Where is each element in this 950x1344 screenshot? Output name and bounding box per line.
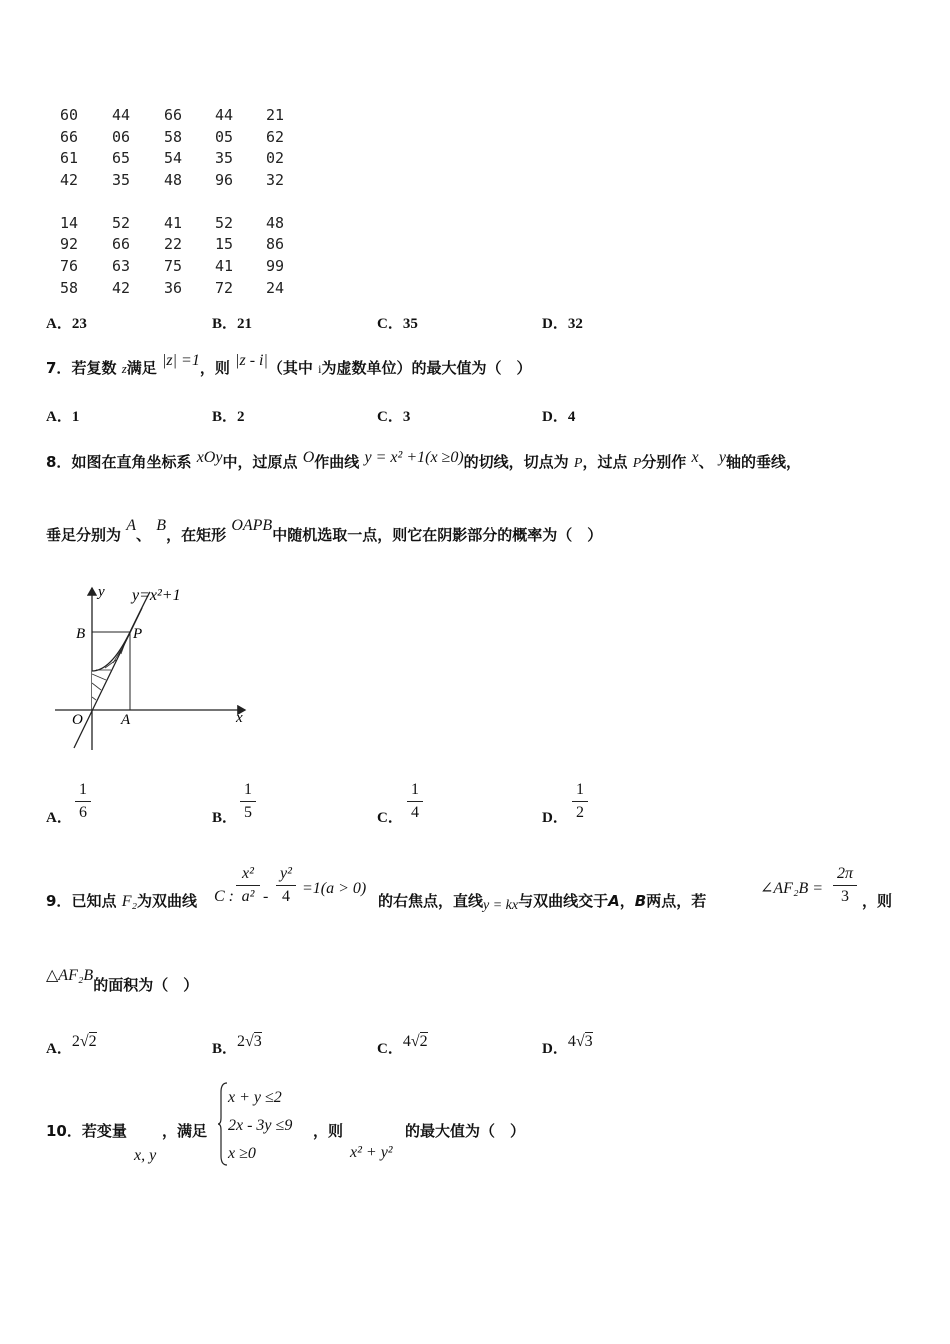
q8-option-a-letter[interactable]: A． xyxy=(46,810,72,826)
x-axis-label: x xyxy=(236,710,243,726)
q9-option-c[interactable]: C．4√2 xyxy=(377,1033,428,1057)
table-cell: 48 xyxy=(266,214,285,232)
hyperbola-frac-y: y² 4 xyxy=(276,865,296,906)
table-cell: 48 xyxy=(164,171,183,189)
table-cell: 42 xyxy=(60,171,79,189)
q8-option-b-fraction: 1 5 xyxy=(240,781,256,822)
table-cell: 14 xyxy=(60,214,79,232)
table-cell: 42 xyxy=(112,279,131,297)
question-8-stem-line1: 8．如图在直角坐标系 xOy中，过原点 O作曲线 y = x² +1(x ≥0)的切线，切点为 P，过点 P分别作 x、 y轴的垂线， xyxy=(46,449,802,471)
table-cell: 58 xyxy=(60,279,79,297)
hyperbola-label: C : xyxy=(214,888,234,905)
table-cell: 24 xyxy=(266,279,285,297)
table-cell: 54 xyxy=(164,149,183,167)
table-cell: 66 xyxy=(60,128,79,146)
q9-option-b[interactable]: B．2√3 xyxy=(212,1033,262,1057)
table-cell: 66 xyxy=(164,106,183,124)
constraint-2: 2x - 3y ≤9 xyxy=(228,1117,293,1134)
table-cell: 72 xyxy=(215,279,234,297)
point-p-label: P xyxy=(133,626,143,642)
system-brace xyxy=(218,1082,226,1166)
table-cell: 02 xyxy=(266,149,285,167)
question-9-stem-b: 的右焦点，直线y = kx与双曲线交于A，B两点，若 xyxy=(378,892,707,913)
table-cell: 05 xyxy=(215,128,234,146)
q9-option-a[interactable]: A．2√2 xyxy=(46,1033,97,1057)
table-cell: 75 xyxy=(164,257,183,275)
question-10-stem-a: 10．若变量 xyxy=(46,1122,127,1140)
table-cell: 22 xyxy=(164,235,183,253)
q8-option-c-letter[interactable]: C． xyxy=(377,810,403,826)
q7-option-c[interactable]: C．3 xyxy=(377,409,411,425)
question-9-stem-line2: △AF₂B的面积为（ ） xyxy=(46,967,199,994)
constraint-1: x + y ≤2 xyxy=(228,1089,282,1106)
angle-fraction: 2π 3 xyxy=(833,865,857,906)
question-9-stem-a: 9．已知点 F₂为双曲线 xyxy=(46,892,198,910)
point-b-label: B xyxy=(76,626,86,642)
table-cell: 60 xyxy=(60,106,79,124)
table-cell: 35 xyxy=(215,149,234,167)
angle-expr: ∠AF₂B = xyxy=(760,880,824,897)
target-expression: x² + y² xyxy=(350,1144,393,1161)
table-cell: 06 xyxy=(112,128,131,146)
question-8-stem-line2: 垂足分别为 A、 B，在矩形 OAPB中随机选取一点，则它在阴影部分的概率为（ ） xyxy=(46,517,603,544)
table-cell: 62 xyxy=(266,128,285,146)
q6-option-a[interactable]: A．23 xyxy=(46,316,87,332)
table-cell: 35 xyxy=(112,171,131,189)
y-axis-label: y xyxy=(98,584,105,600)
table-cell: 65 xyxy=(112,149,131,167)
table-cell: 41 xyxy=(215,257,234,275)
q7-option-d[interactable]: D．4 xyxy=(542,409,576,425)
table-cell: 58 xyxy=(164,128,183,146)
curve-label: y=x²+1 xyxy=(132,587,181,604)
table-cell: 61 xyxy=(60,149,79,167)
q8-option-a-fraction: 1 6 xyxy=(75,781,91,822)
q7-option-b[interactable]: B．2 xyxy=(212,409,245,425)
minus-sign: - xyxy=(263,888,269,905)
q8-option-d-fraction: 1 2 xyxy=(572,781,588,822)
question-10-stem-d: 的最大值为（ ） xyxy=(405,1122,526,1140)
table-cell: 36 xyxy=(164,279,183,297)
q6-option-c[interactable]: C．35 xyxy=(377,316,418,332)
table-cell: 76 xyxy=(60,257,79,275)
table-cell: 66 xyxy=(112,235,131,253)
q6-option-d[interactable]: D．32 xyxy=(542,316,583,332)
table-cell: 41 xyxy=(164,214,183,232)
point-a-label: A xyxy=(121,712,131,728)
table-cell: 44 xyxy=(215,106,234,124)
table-cell: 52 xyxy=(215,214,234,232)
q7-option-a[interactable]: A．1 xyxy=(46,409,80,425)
table-cell: 86 xyxy=(266,235,285,253)
hyperbola-eq: =1(a > 0) xyxy=(302,880,367,897)
question-10-stem-b: ，满足 xyxy=(162,1122,208,1140)
table-cell: 44 xyxy=(112,106,131,124)
table-cell: 63 xyxy=(112,257,131,275)
question-7-stem: 7．若复数 z满足 |z| =1，则 |z - i|（其中 i为虚数单位）的最大值为（ ） xyxy=(46,352,532,377)
table-cell: 96 xyxy=(215,171,234,189)
variables-xy: x, y xyxy=(134,1147,157,1164)
q8-figure xyxy=(50,582,260,754)
q6-option-b[interactable]: B．21 xyxy=(212,316,253,332)
q8-option-b-letter[interactable]: B． xyxy=(212,810,238,826)
table-cell: 15 xyxy=(215,235,234,253)
hyperbola-frac-x: x² a² xyxy=(236,865,260,906)
constraint-3: x ≥0 xyxy=(228,1145,256,1162)
question-9-stem-c: ，则 xyxy=(862,892,893,910)
table-cell: 92 xyxy=(60,235,79,253)
q8-option-c-fraction: 1 4 xyxy=(407,781,423,822)
table-cell: 21 xyxy=(266,106,285,124)
table-cell: 99 xyxy=(266,257,285,275)
q9-option-d[interactable]: D．4√3 xyxy=(542,1033,593,1057)
table-cell: 32 xyxy=(266,171,285,189)
origin-label: O xyxy=(72,712,83,728)
question-10-stem-c: ，则 xyxy=(313,1122,344,1140)
constraint-system xyxy=(228,1084,292,1168)
table-cell: 52 xyxy=(112,214,131,232)
q8-option-d-letter[interactable]: D． xyxy=(542,810,568,826)
